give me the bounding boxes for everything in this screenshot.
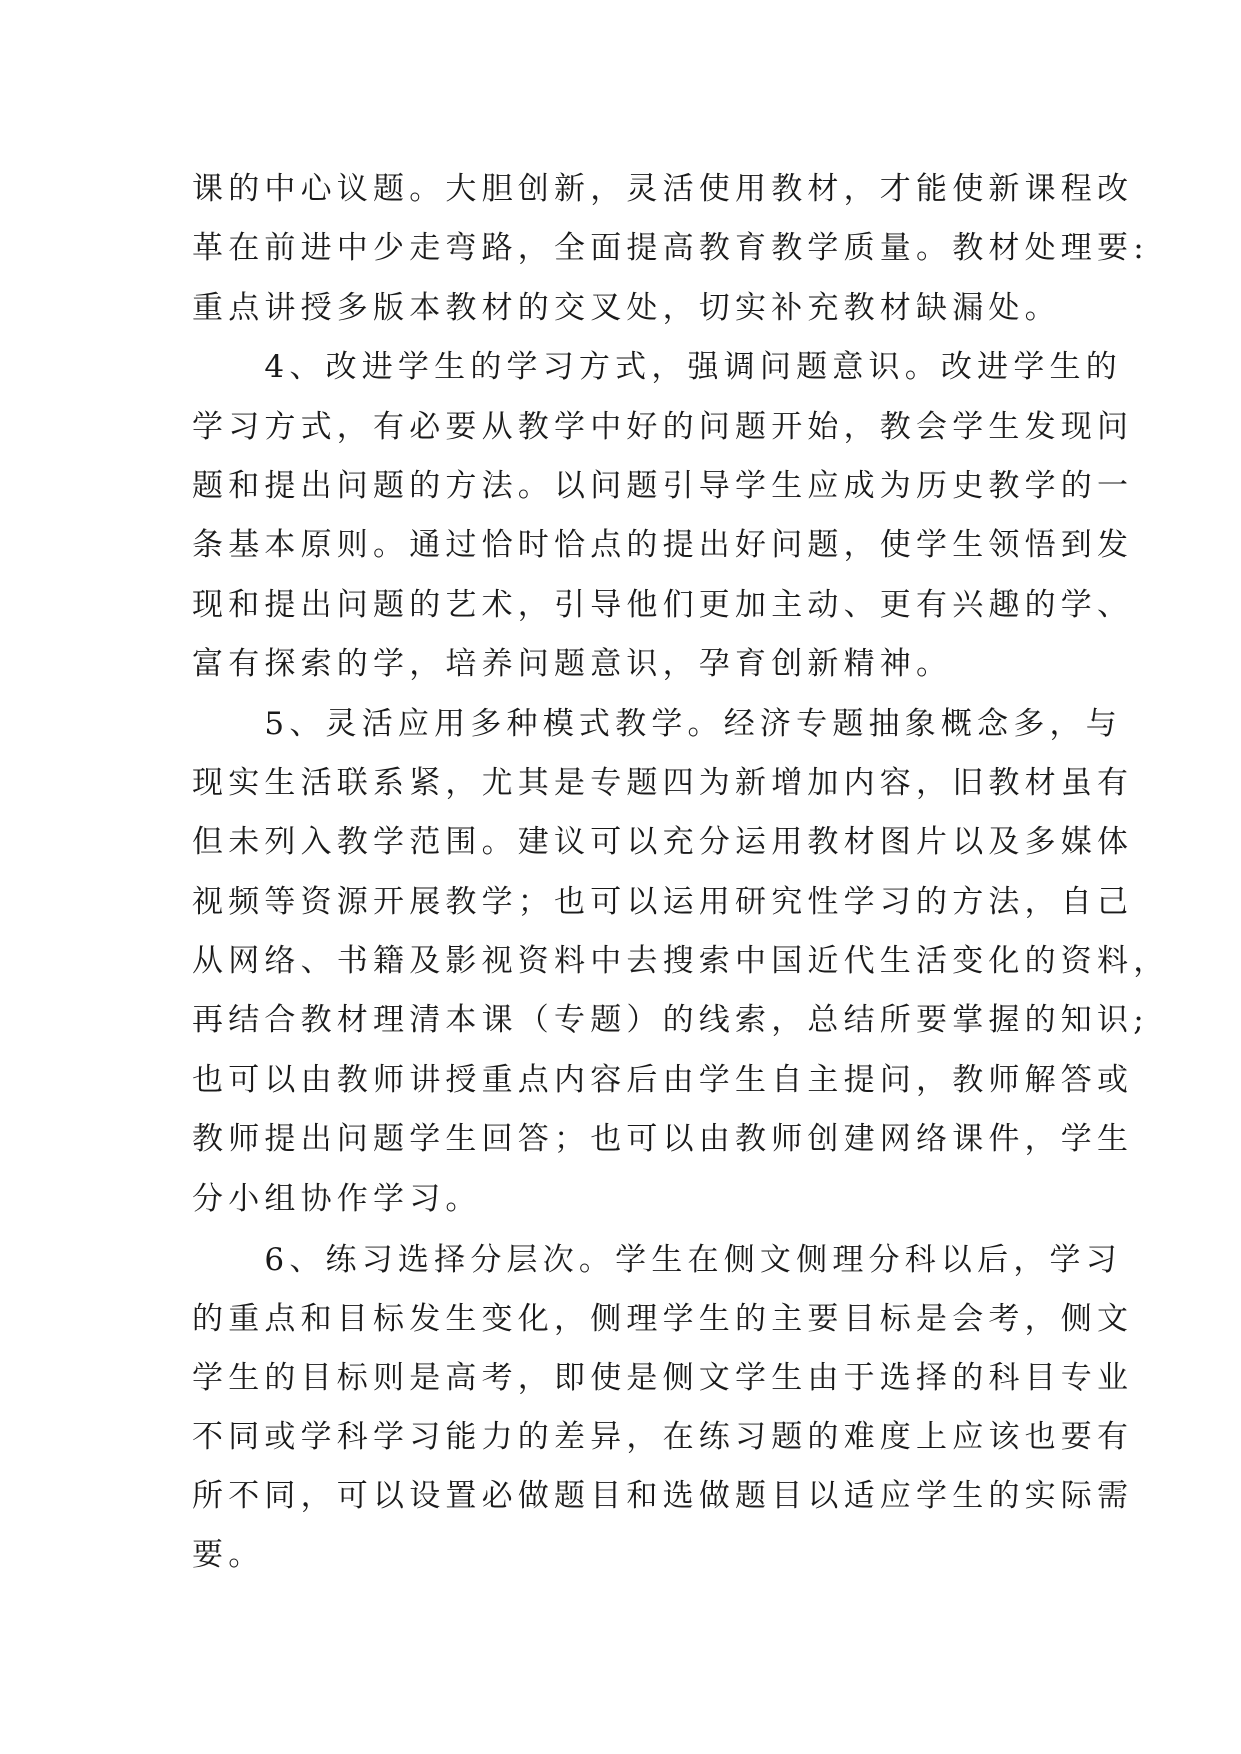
text-line: 从网络、书籍及影视资料中去搜索中国近代生活变化的资料， (192, 943, 1170, 980)
text-line: 题和提出问题的方法。以问题引导学生应成为历史教学的一 (192, 467, 1134, 504)
text-line: 条基本原则。通过恰时恰点的提出好问题，使学生领悟到发 (192, 527, 1134, 564)
paragraph-6-first-line: 6、练习选择分层次。学生在侧文侧理分科以后，学习 (192, 1242, 1122, 1279)
text-line: 教师提出问题学生回答；也可以由教师创建网络课件，学生 (192, 1121, 1134, 1158)
text-line: 不同或学科学习能力的差异，在练习题的难度上应该也要有 (192, 1419, 1134, 1456)
text-line: 学习方式，有必要从教学中好的问题开始，教会学生发现问 (192, 408, 1134, 445)
text-line: 现和提出问题的艺术，引导他们更加主动、更有兴趣的学、 (192, 586, 1134, 623)
text-line: 富有探索的学，培养问题意识，孕育创新精神。 (192, 646, 953, 683)
paragraph-4-first-line: 4、改进学生的学习方式，强调问题意识。改进学生的 (192, 349, 1122, 386)
text-line: 再结合教材理清本课（专题）的线索，总结所要掌握的知识; (192, 1002, 1149, 1039)
text-line: 但未列入教学范围。建议可以充分运用教材图片以及多媒体 (192, 824, 1134, 861)
text-line: 学生的目标则是高考，即使是侧文学生由于选择的科目专业 (192, 1360, 1134, 1397)
text-line: 重点讲授多版本教材的交叉处，切实补充教材缺漏处。 (192, 289, 1061, 326)
paragraph-5-first-line: 5、灵活应用多种模式教学。经济专题抽象概念多，与 (192, 705, 1122, 742)
body-text (192, 160, 1170, 1585)
text-line: 所不同，可以设置必做题目和选做题目以适应学生的实际需 (192, 1478, 1134, 1515)
text-line: 的重点和目标发生变化，侧理学生的主要目标是会考，侧文 (192, 1301, 1134, 1338)
text-line: 视频等资源开展教学；也可以运用研究性学习的方法，自己 (192, 883, 1134, 920)
text-line: 要。 (192, 1537, 265, 1574)
text-line: 分小组协作学习。 (192, 1180, 482, 1217)
text-line: 革在前进中少走弯路，全面提高教育教学质量。教材处理要: (192, 230, 1149, 267)
text-line: 现实生活联系紧，尤其是专题四为新增加内容，旧教材虽有 (192, 764, 1134, 801)
text-line: 课的中心议题。大胆创新，灵活使用教材，才能使新课程改 (192, 171, 1134, 207)
text-line: 也可以由教师讲授重点内容后由学生自主提问，教师解答或 (192, 1061, 1134, 1098)
